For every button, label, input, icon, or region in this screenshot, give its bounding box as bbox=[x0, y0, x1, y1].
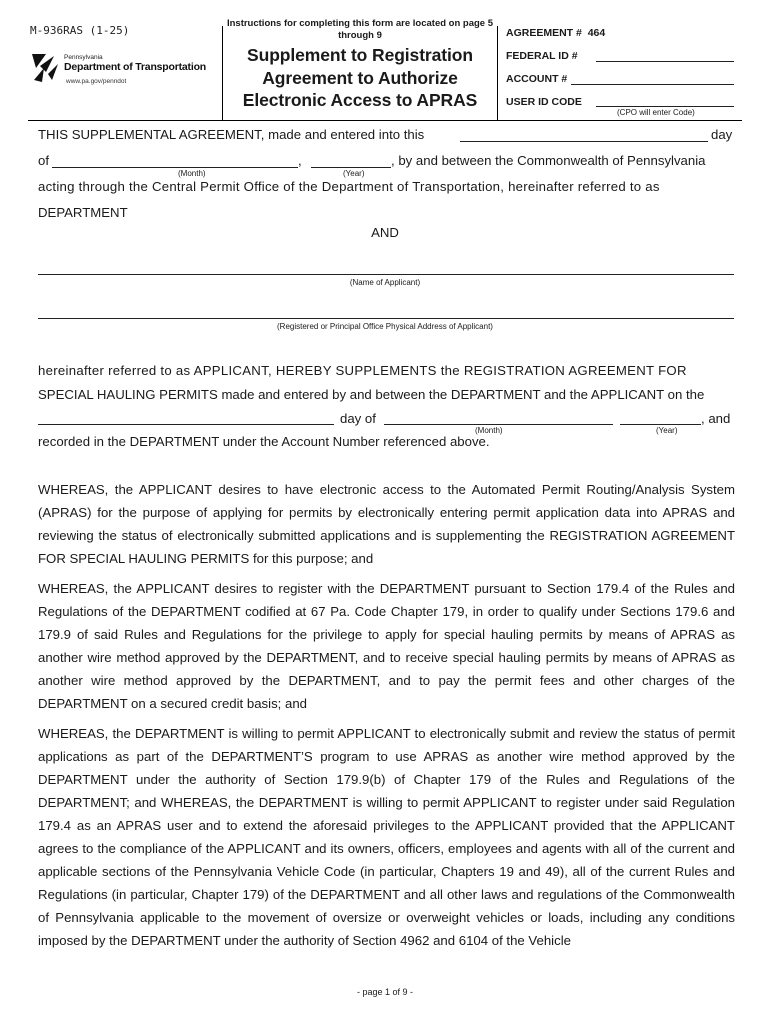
supplement-line-2: SPECIAL HAULING PERMITS made and entered by and between the DEPARTMENT and the APPLICANT on the bbox=[38, 387, 705, 402]
supplement-day-field[interactable] bbox=[38, 424, 334, 425]
user-id-field[interactable] bbox=[596, 106, 734, 107]
header-rule bbox=[28, 120, 742, 121]
user-id-label: USER ID CODE bbox=[506, 96, 582, 108]
address-caption: (Registered or Principal Office Physical Address of Applicant) bbox=[277, 322, 493, 331]
applicant-address-field[interactable] bbox=[38, 318, 734, 319]
agreement-label: AGREEMENT # bbox=[506, 27, 582, 39]
supplement-line-1: hereinafter referred to as APPLICANT, HEREBY SUPPLEMENTS the REGISTRATION AGREEMENT FOR bbox=[38, 363, 687, 378]
month-caption: (Month) bbox=[178, 169, 206, 178]
supplement-month-caption: (Month) bbox=[475, 426, 503, 435]
instructions-note: Instructions for completing this form are located on page 5 through 9 bbox=[226, 18, 494, 41]
intro-line-3: acting through the Central Permit Office of the Department of Transportation, hereinafter referred to as bbox=[38, 179, 660, 194]
comma: , bbox=[298, 153, 302, 168]
page-number: - page 1 of 9 - bbox=[356, 987, 414, 997]
of-label: of bbox=[38, 153, 49, 168]
penndot-logo bbox=[30, 52, 220, 92]
intro-line-4: DEPARTMENT bbox=[38, 205, 128, 220]
supplement-line-4: recorded in the DEPARTMENT under the Account Number referenced above. bbox=[38, 434, 490, 449]
title-line-3: Electronic Access to APRAS bbox=[242, 90, 478, 110]
header-divider-right bbox=[497, 26, 498, 120]
month-field[interactable] bbox=[52, 167, 298, 168]
whereas-3: WHEREAS, the DEPARTMENT is willing to permit APPLICANT to electronically submit and review the status of permit applications as part of the DEPARTMENT’S program to use APRAS as another wire method approved by the DEPARTMENT under the authority of Section 179.9(b) of Chapter 179 of the Rules and Regulations of the DEPARTMENT; and WHEREAS, the DEPARTMENT is willing to permit APPLICANT to register under said Regulation 179.4 as an APRAS user and to extend the aforesaid privileges to the APPLICANT provided that the APPLICANT agrees to the compliance of the APPLICANT and its owners, officers, employees and agents with all of the current and applicable sections of the Pennsylvania Vehicle Code (in particular, Chapters 19 and 49), all of the current Rules and Regulations (in particular, Chapter 179) of the DEPARTMENT and all other laws and regulations of the Commonwealth of Pennsylvania applicable to the movement of oversize or overweight vehicles or loads, including any conditions imposed by the DEPARTMENT under the authority of Section 4962 and 6104 of the Vehicle bbox=[38, 726, 735, 948]
whereas-2: WHEREAS, the APPLICANT desires to register with the DEPARTMENT pursuant to Section 179.4 of the Rules and Regulations of the DEPARTMENT codified at 67 Pa. Code Chapter 179, in order to qualify under Sections 179.6 and 179.9 of said Rules and Regulations for the privilege to apply for special hauling permits by means of APRAS as another wire method approved by the DEPARTMENT, and to receive special hauling permits by means of APRAS as another wire method approved by the DEPARTMENT, and to pay the permit fees and other charges of the DEPARTMENT on a secured credit basis; and bbox=[38, 581, 735, 711]
agreement-value: 464 bbox=[587, 27, 606, 39]
intro-line-2-end: , by and between the Commonwealth of Pennsylvania bbox=[391, 153, 706, 168]
logo-state: Pennsylvania bbox=[64, 54, 103, 61]
year-field[interactable] bbox=[311, 167, 391, 168]
agreement-number bbox=[506, 27, 605, 39]
federal-id-label: FEDERAL ID # bbox=[506, 50, 578, 62]
cpo-note: (CPO will enter Code) bbox=[617, 108, 695, 117]
day-label: day bbox=[711, 127, 733, 142]
account-field[interactable] bbox=[571, 84, 734, 85]
whereas-clauses bbox=[38, 478, 735, 959]
and-label: , and bbox=[701, 411, 731, 426]
keystone-logo-icon bbox=[30, 52, 60, 84]
day-field[interactable] bbox=[460, 141, 708, 142]
title-line-1: Supplement to Registration bbox=[247, 45, 473, 65]
supplement-month-field[interactable] bbox=[384, 424, 613, 425]
applicant-name-field[interactable] bbox=[38, 274, 734, 275]
form-code: M-936RAS (1-25) bbox=[30, 24, 130, 37]
and-heading: AND bbox=[371, 225, 399, 240]
whereas-1: WHEREAS, the APPLICANT desires to have electronic access to the Automated Permit Routing/Analysis System (APRAS) for the purpose of applying for permits by electronically entering permit application data into APRAS and reviewing the status of electronically submitted applications and is supplementing the REGISTRATION AGREEMENT FOR SPECIAL HAULING PERMITS for this purpose; and bbox=[38, 482, 735, 566]
logo-department: Department of Transportation bbox=[64, 61, 206, 73]
federal-id-field[interactable] bbox=[596, 61, 734, 62]
name-caption: (Name of Applicant) bbox=[349, 278, 421, 287]
year-caption: (Year) bbox=[343, 169, 365, 178]
account-label: ACCOUNT # bbox=[506, 73, 568, 85]
supplement-year-caption: (Year) bbox=[656, 426, 678, 435]
title-line-2: Agreement to Authorize bbox=[262, 67, 458, 88]
form-title bbox=[223, 44, 497, 112]
supplement-year-field[interactable] bbox=[620, 424, 701, 425]
logo-url: www.pa.gov/penndot bbox=[66, 78, 127, 85]
intro-line-1: THIS SUPPLEMENTAL AGREEMENT, made and entered into this bbox=[38, 127, 425, 142]
day-of-label: day of bbox=[340, 411, 376, 426]
